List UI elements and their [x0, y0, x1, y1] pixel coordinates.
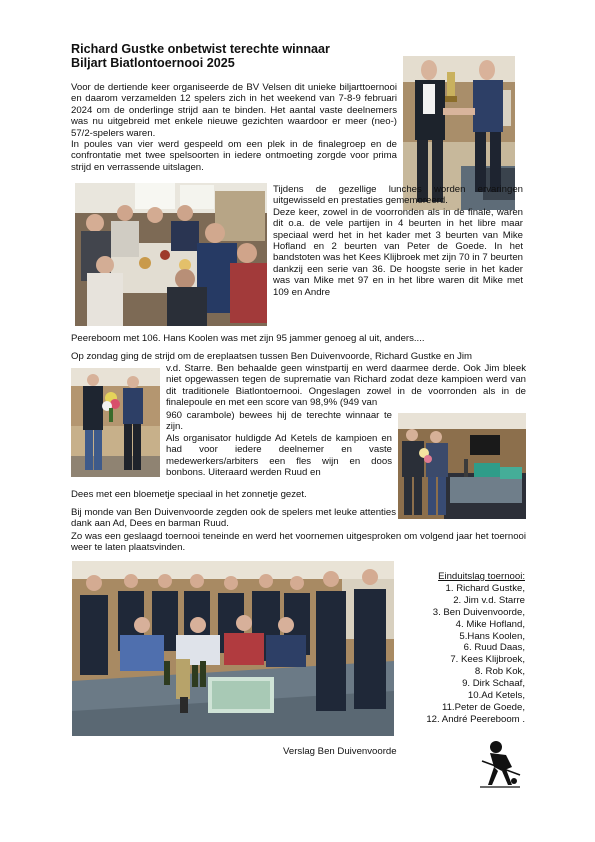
ranking-item: 1. Richard Gustke, [445, 582, 525, 594]
finals-intro-text: Op zondag ging de strijd om de ereplaatsen tussen Ben Duivenvoorde, Richard Gustke en Jim [71, 351, 473, 362]
paragraph-results: Deze keer, zowel in de voorronden als in de finale, waren dit o.a. de vele partijen in 4 beurten in het libre maar speciaal werd het in het kader met 3 beurten van Mike Hofland en 2 beurten van Peter de Goede. In het bandstoten was het Kees Klijbroek met zijn 70 in 7 beurten dankzij een serie van 36. De hoogste serie in het kader was van Mike met 97 en in het libre waren dit Mike met 109 en Andre [273, 206, 523, 298]
ranking-item: 6. Ruud Daas, [463, 642, 525, 654]
ranking-item: 3. Ben Duivenvoorde, [432, 606, 525, 618]
ranking-item: 10.Ad Ketels, [467, 690, 525, 702]
article-title [71, 42, 401, 70]
photo-lunch [75, 183, 267, 326]
flowers-text: Dees met een bloemetje speciaal in het zonnetje gezet. [71, 489, 307, 500]
ranking-item: 9. Dirk Schaaf, [462, 678, 525, 690]
paragraph-intro: Voor de dertiende keer organiseerde de BV Velsen dit unieke biljarttoernooi en daarom verzamelden 12 spelers zich in het weekend van 7-8-9 februari 2024 om de onderlinge strijd aan te binden. Het aantal vaste deelnemers was nu uitgebreid met enkele nieuwe gezichten waardoor er meer (neo-) 57/2-spelers waren. [71, 82, 397, 139]
ranking-item: 5.Hans Koolen, [459, 630, 525, 642]
photo-prizes [398, 413, 526, 519]
paragraph-poules: In poules van vier werd gespeeld om een plek in de finalegroep en de confrontatie met twee spelsoorten in iedere ontmoeting zorgde voor prima strijd en verrassende uitslagen. [71, 139, 397, 173]
photo-group [72, 561, 394, 736]
ranking-item: 12. André Peereboom . [426, 713, 525, 725]
ranking-item: 2. Jim v.d. Starre [453, 594, 525, 606]
ranking-item: 7. Kees Klijbroek, [450, 654, 525, 666]
finals-text: v.d. Starre. Ben behaalde geen winstpartij en werd daarmee derde. Ook Jim bleek niet opgewassen tegen de suprematie van Richard zodat deze kampioen werd van dit traditionele Biatlontoernooi. Ongeslagen zowel in de voorronden als in de finalepoule en met een score van 98,9% (949 van [166, 363, 526, 409]
paragraph-lunch: Tijdens de gezellige lunches worden ervaringen uitgewisseld en prestaties gememoreerd. [273, 184, 523, 207]
ranking-item: 4. Mike Hofland, [455, 618, 525, 630]
results-tail-text: Peereboom met 106. Hans Koolen was met zijn 95 jammer genoeg al uit, anders.... [71, 333, 425, 344]
paragraph-champion: 960 carambole) bewees hij de terechte winnaar te zijn. [166, 410, 392, 433]
lunch-text [273, 184, 523, 298]
title-line-1: Richard Gustke onbetwist terechte winnaar [71, 42, 330, 56]
final-ranking [420, 571, 525, 726]
title-line-2: Biljart Biatlontoernooi 2025 [71, 56, 235, 70]
report-author: Verslag Ben Duivenvoorde [283, 746, 397, 757]
ranking-header: Einduitslag toernooi: [438, 571, 525, 582]
ranking-item: 11.Peter de Goede, [441, 701, 525, 713]
closing-text: Zo was een geslaagd toernooi teneinde en werd het voornemen uitgesproken om volgend jaar het toernooi weer te laten plaatsvinden. [71, 531, 526, 554]
paragraph-organizer: Als organisator huldigde Ad Ketels de kampioen en had voor iedere deelnemer en vaste medewerkers/arbiters een fles wijn en doos bonbons. Uiteraard werden Ruud en [166, 432, 392, 479]
intro-text [71, 82, 397, 173]
billiard-player-logo [478, 737, 522, 789]
champion-text [166, 410, 392, 478]
photo-flowers [71, 368, 160, 477]
thanks-text: Bij monde van Ben Duivenvoorde zegden ook de spelers met leuke attenties dank aan Ad, Dees en barman Ruud. [71, 507, 396, 530]
ranking-item: 8. Rob Kok, [474, 666, 525, 678]
